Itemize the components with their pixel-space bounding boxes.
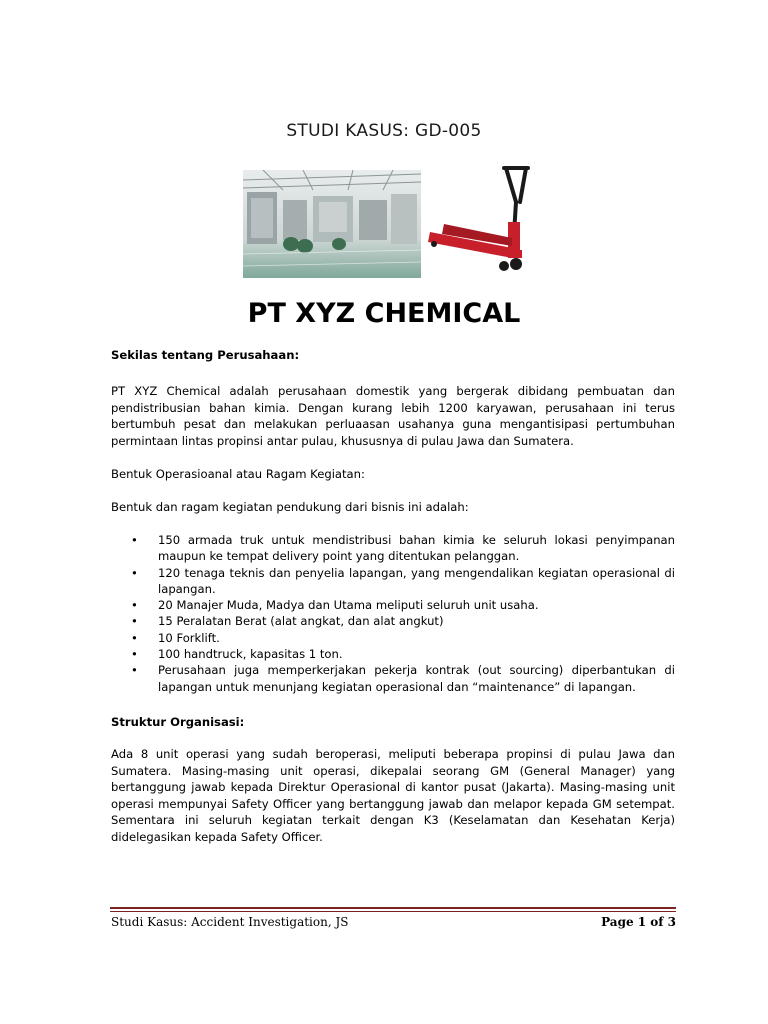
- operations-intro: Bentuk dan ragam kegiatan pendukung dari bisnis ini adalah:: [111, 500, 469, 514]
- operations-heading: Bentuk Operasioanal atau Ragam Kegiatan:: [111, 467, 365, 481]
- bullet-icon: •: [131, 598, 138, 613]
- factory-photo: [243, 170, 421, 278]
- page-number: Page 1 of 3: [601, 915, 676, 929]
- list-item: • 20 Manajer Muda, Madya dan Utama meliputi seluruh unit usaha.: [131, 598, 539, 613]
- list-item: • 15 Peralatan Berat (alat angkat, dan alat angkut): [131, 614, 444, 629]
- list-item: • 10 Forklift.: [131, 630, 220, 645]
- bullet-icon: •: [131, 663, 138, 678]
- list-item: • 100 handtruck, kapasitas 1 ton.: [131, 647, 343, 662]
- overview-paragraph: PT XYZ Chemical adalah perusahaan domestik yang bergerak dibidang pembuatan dan pendistribusian bahan kimia. Dengan kurang lebih 1200 karyawan, perusahaan ini terus bertumbuh pesat dan melakukan perluaasan usahanya guna mengantisipasi pertumbuhan permintaan lintas propinsi antar pulau, khususnya di pulau Jawa dan Sumatera.: [111, 384, 675, 448]
- structure-paragraph: Ada 8 unit operasi yang sudah beroperasi, meliputi beberapa propinsi di pulau Jawa dan Sumatera. Masing-masing unit operasi, dikepalai seorang GM (General Manager) yang bertanggung jawab kepada Direktur Operasional di kantor pusat (Jakarta). Masing-masing unit operasi mempunyai Safety Officer yang bertanggung jawab dan melapor kepada GM setempat. Sementara ini seluruh kegiatan terkait dengan K3 (Keselamatan dan Kesehatan Kerja) didelegasikan kepada Safety Officer.: [111, 747, 675, 844]
- list-item: • 150 armada truk untuk mendistribusi bahan kimia ke seluruh lokasi penyimpanan maupun ke tempat delivery point yang ditentukan pelanggan.: [131, 533, 675, 564]
- case-title: STUDI KASUS: GD-005: [286, 121, 482, 141]
- footer-title: Studi Kasus: Accident Investigation, JS: [111, 915, 349, 929]
- list-item: • 120 tenaga teknis dan penyelia lapangan, yang mengendalikan kegiatan operasional di lapangan.: [131, 565, 675, 596]
- bullet-icon: •: [131, 647, 138, 662]
- company-title: PT XYZ CHEMICAL: [247, 298, 521, 329]
- structure-heading: Struktur Organisasi:: [111, 715, 245, 729]
- footer-divider-thin: [110, 911, 676, 912]
- bullet-icon: •: [131, 565, 138, 580]
- list-item: • Perusahaan juga memperkerjakan pekerja kontrak (out sourcing) diperbantukan di lapangan untuk menunjang kegiatan operasional dan “maintenance” di lapangan.: [131, 663, 675, 694]
- bullet-icon: •: [131, 533, 138, 547]
- operations-list: [111, 532, 675, 695]
- overview-heading: Sekilas tentang Perusahaan:: [111, 348, 300, 362]
- bullet-icon: •: [131, 630, 138, 645]
- bullet-icon: •: [131, 614, 138, 629]
- pallet-truck-photo: [424, 162, 544, 280]
- footer-divider: [110, 907, 676, 909]
